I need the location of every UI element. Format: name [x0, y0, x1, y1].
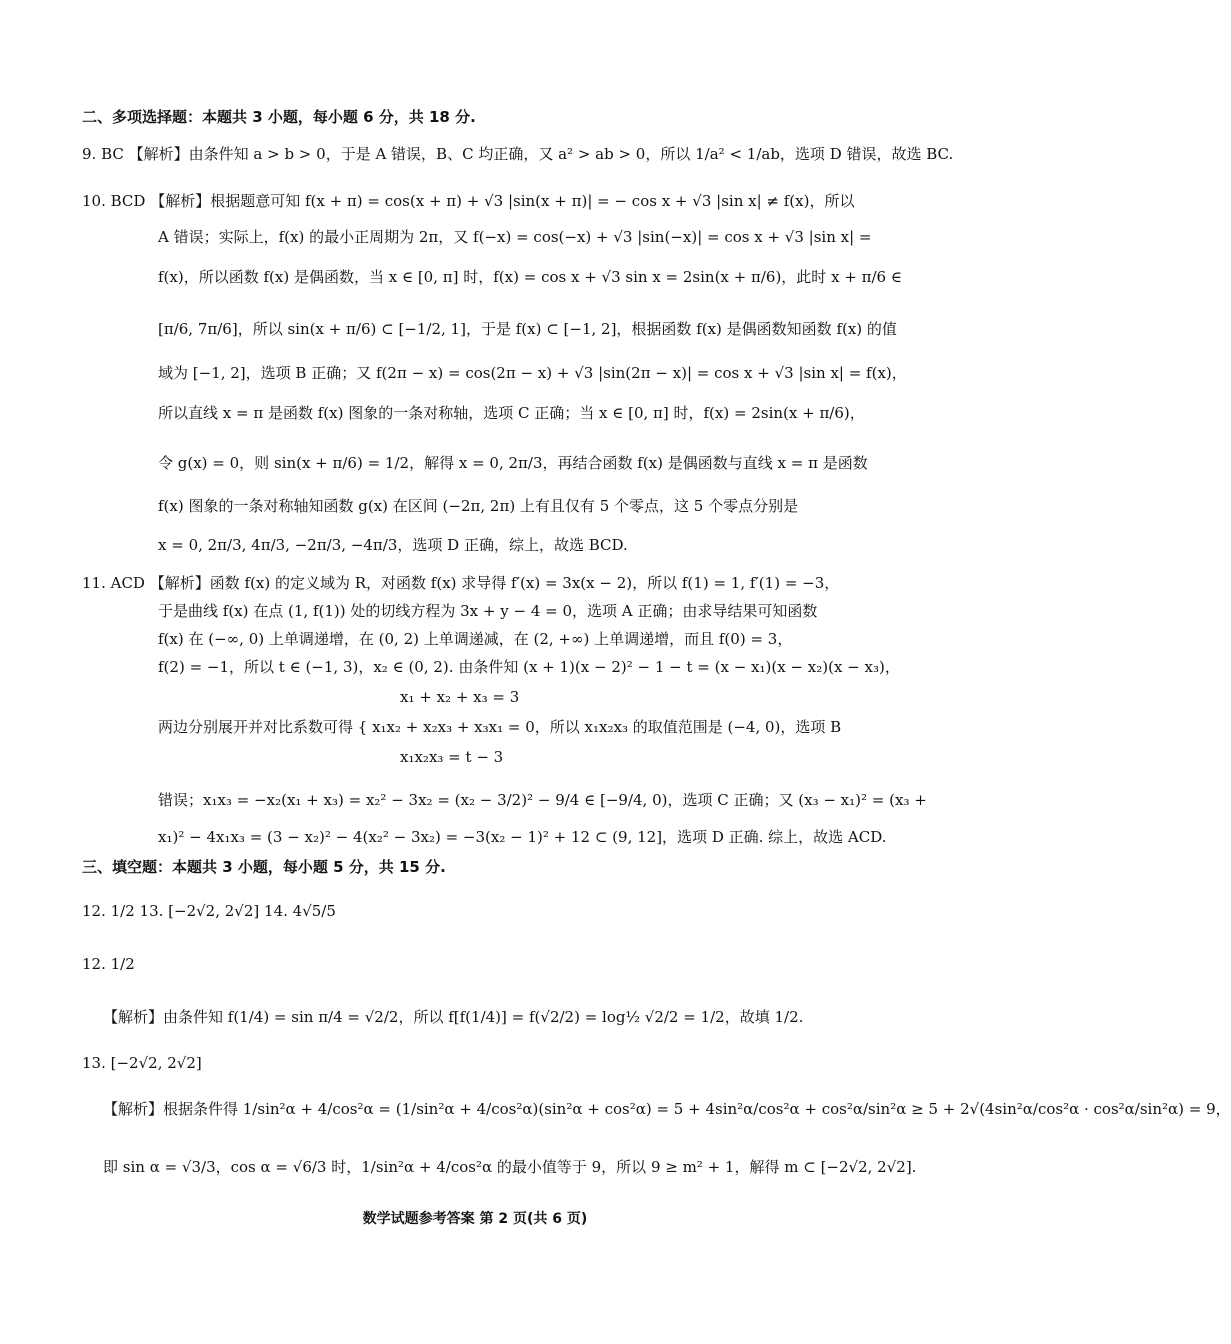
q11-line-6: 错误；x₁x₃ = −x₂(x₁ + x₃) = x₂² − 3x₂ = (x₂ − 3/2)² − 9/4 ∈ [−9/4, 0)，选项 C 正确；又 (x₃ − x₁)² = (x₃ +	[158, 791, 927, 809]
q11-line-1: 11. ACD 【解析】函数 f(x) 的定义域为 R，对函数 f(x) 求导得 f′(x) = 3x(x − 2)，所以 f(1) = 1, f′(1) = −3，	[82, 574, 840, 592]
q12-heading: 12. 1/2	[82, 955, 135, 973]
q9-line-1: 9. BC 【解析】由条件知 a > b > 0，于是 A 错误，B、C 均正确，又 a² > ab > 0，所以 1/a² < 1/ab，选项 D 错误，故选 BC.	[82, 145, 954, 163]
q10-line-9: x = 0, 2π/3, 4π/3, −2π/3, −4π/3，选项 D 正确，综上，故选 BCD.	[158, 536, 628, 554]
page-footer: 数学试题参考答案 第 2 页(共 6 页)	[362, 1211, 588, 1227]
q12-explanation: 【解析】由条件知 f(1/4) = sin π/4 = √2/2，所以 f[f(1/4)] = f(√2/2) = log½ √2/2 = 1/2，故填 1/2.	[103, 1008, 804, 1026]
q10-line-3: f(x)，所以函数 f(x) 是偶函数，当 x ∈ [0, π] 时，f(x) = cos x + √3 sin x = 2sin(x + π/6)，此时 x + π/6 ∈	[158, 268, 902, 286]
section-heading-multi-choice: 二、多项选择题：本题共 3 小题，每小题 6 分，共 18 分.	[82, 108, 476, 126]
answers-summary: 12. 1/2 13. [−2√2, 2√2] 14. 4√5/5	[82, 902, 336, 920]
q11-line-3: f(x) 在 (−∞, 0) 上单调递增，在 (0, 2) 上单调递减，在 (2, +∞) 上单调递增，而且 f(0) = 3，	[158, 630, 793, 648]
q10-line-8: f(x) 图象的一条对称轴知函数 g(x) 在区间 (−2π, 2π) 上有且仅有 5 个零点，这 5 个零点分别是	[158, 497, 799, 515]
q13-explanation-1: 【解析】根据条件得 1/sin²α + 4/cos²α = (1/sin²α + 4/cos²α)(sin²α + cos²α) = 5 + 4sin²α/cos²α + cos²α/sin²α ≥ 5 + 2√(4sin²α/cos²α · cos²α/sin²α) = 9，	[103, 1100, 1231, 1118]
q13-explanation-2: 即 sin α = √3/3，cos α = √6/3 时，1/sin²α + 4/cos²α 的最小值等于 9，所以 9 ≥ m² + 1，解得 m ⊂ [−2√2, 2√2].	[103, 1158, 917, 1176]
q10-line-7: 令 g(x) = 0，则 sin(x + π/6) = 1/2，解得 x = 0, 2π/3，再结合函数 f(x) 是偶函数与直线 x = π 是函数	[158, 454, 868, 472]
q10-line-1: 10. BCD 【解析】根据题意可知 f(x + π) = cos(x + π) + √3 |sin(x + π)| = − cos x + √3 |sin x| ≠ f(x)，所以	[82, 192, 855, 210]
q11-line-4: f(2) = −1，所以 t ∈ (−1, 3)，x₂ ∈ (0, 2). 由条件知 (x + 1)(x − 2)² − 1 − t = (x − x₁)(x − x₂)(x − x₃)，	[158, 658, 900, 676]
q10-line-2: A 错误；实际上，f(x) 的最小正周期为 2π，又 f(−x) = cos(−x) + √3 |sin(−x)| = cos x + √3 |sin x| =	[158, 228, 872, 246]
q10-line-6: 所以直线 x = π 是函数 f(x) 图象的一条对称轴，选项 C 正确；当 x ∈ [0, π] 时，f(x) = 2sin(x + π/6)，	[158, 404, 865, 422]
q11-line-2: 于是曲线 f(x) 在点 (1, f(1)) 处的切线方程为 3x + y − 4 = 0，选项 A 正确；由求导结果可知函数	[158, 602, 818, 620]
q11-line-7: x₁)² − 4x₁x₃ = (3 − x₂)² − 4(x₂² − 3x₂) = −3(x₂ − 1)² + 12 ⊂ (9, 12]，选项 D 正确. 综上，故选 ACD.	[158, 828, 887, 846]
q10-line-5: 域为 [−1, 2]，选项 B 正确；又 f(2π − x) = cos(2π − x) + √3 |sin(2π − x)| = cos x + √3 |sin x| = f(x)，	[158, 364, 907, 382]
q11-system-eq-3: x₁x₂x₃ = t − 3	[400, 748, 504, 766]
q10-line-4: [π/6, 7π/6]，所以 sin(x + π/6) ⊂ [−1/2, 1]，于是 f(x) ⊂ [−1, 2]，根据函数 f(x) 是偶函数知函数 f(x) 的值	[158, 320, 897, 338]
section-heading-fill-blank: 三、填空题：本题共 3 小题，每小题 5 分，共 15 分.	[82, 858, 446, 876]
q11-line-5: 两边分别展开并对比系数可得 { x₁x₂ + x₂x₃ + x₃x₁ = 0，所以 x₁x₂x₃ 的取值范围是 (−4, 0)，选项 B	[158, 718, 842, 736]
q13-heading: 13. [−2√2, 2√2]	[82, 1054, 202, 1072]
q11-system-eq-1: x₁ + x₂ + x₃ = 3	[400, 688, 520, 706]
